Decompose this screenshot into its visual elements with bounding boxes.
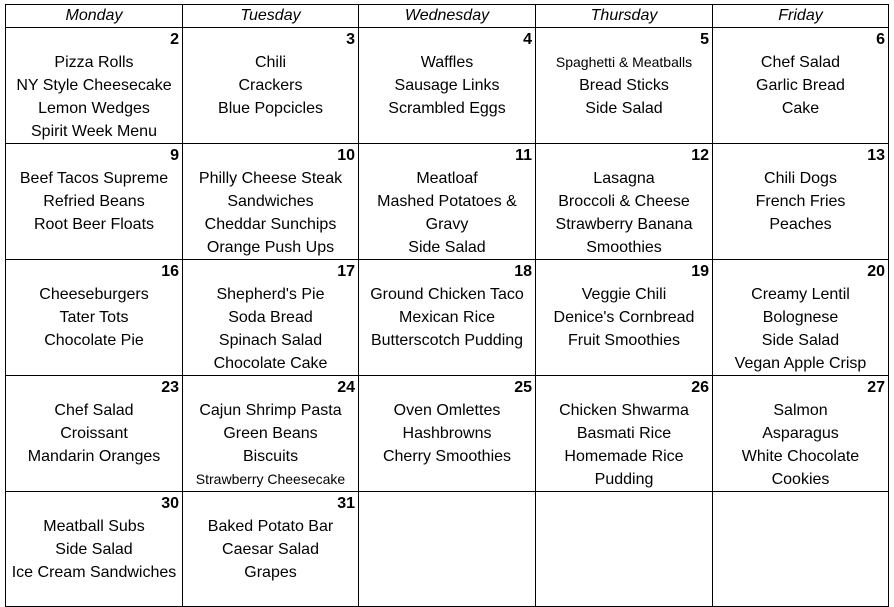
meal-list [183, 144, 358, 259]
meal-item: Tater Tots [59, 309, 129, 326]
meal-item: Smoothies [586, 239, 662, 256]
meal-item: Lasagna [593, 170, 655, 187]
day-cell [183, 260, 359, 376]
meal-item: Chocolate Cake [213, 355, 328, 372]
meal-item: Pizza Rolls [54, 54, 134, 71]
meal-list [713, 28, 888, 120]
meal-list [6, 144, 182, 236]
meal-list [359, 260, 535, 352]
meal-list [6, 260, 182, 352]
meal-item: Meatball Subs [43, 518, 145, 535]
calendar-body [6, 28, 889, 607]
day-number: 13 [867, 147, 885, 164]
meal-item: Orange Push Ups [206, 239, 335, 256]
meal-list [713, 144, 888, 236]
day-cell [359, 144, 536, 260]
meal-list [359, 144, 535, 259]
meal-list [359, 492, 535, 515]
day-number: 16 [161, 263, 179, 280]
meal-item: Cheddar Sunchips [204, 216, 337, 233]
day-number: 19 [691, 263, 709, 280]
meal-item: Chili Dogs [764, 170, 837, 187]
meal-list [536, 144, 712, 259]
meal-item: Biscuits [242, 448, 299, 465]
day-cell [713, 260, 889, 376]
meal-item: Basmati Rice [576, 425, 672, 442]
meal-item: Butterscotch Pudding [370, 332, 524, 349]
meal-item: Denice's Cornbread [553, 309, 695, 326]
day-cell [359, 260, 536, 376]
day-cell [536, 28, 713, 144]
day-number: 18 [514, 263, 532, 280]
day-cell [6, 144, 183, 260]
meal-item: Cheeseburgers [39, 286, 149, 303]
meal-item: Side Salad [408, 239, 486, 256]
meal-item: Cherry Smoothies [382, 448, 512, 465]
meal-item: Refried Beans [43, 193, 145, 210]
meal-item: Baked Potato Bar [207, 518, 334, 535]
meal-item: Homemade Rice [564, 448, 684, 465]
week-row [6, 260, 889, 376]
day-number: 11 [515, 147, 532, 164]
meal-item: Ice Cream Sandwiches [11, 564, 177, 581]
lunch-menu-calendar [5, 4, 889, 607]
meal-list [536, 260, 712, 352]
meal-item: Sandwiches [227, 193, 314, 210]
day-cell [359, 28, 536, 144]
meal-list [183, 376, 358, 491]
meal-item: Chocolate Pie [44, 332, 144, 349]
day-cell [359, 492, 536, 607]
meal-item: Broccoli & Cheese [558, 193, 690, 210]
meal-item: Fruit Smoothies [567, 332, 681, 349]
meal-list [183, 260, 358, 375]
meal-item: Caesar Salad [222, 541, 319, 558]
meal-item: Meatloaf [416, 170, 478, 187]
meal-item: Spirit Week Menu [31, 123, 157, 140]
meal-item: Ground Chicken Taco [370, 286, 524, 303]
meal-item: Side Salad [585, 100, 663, 117]
day-number: 2 [170, 31, 179, 48]
meal-list [359, 376, 535, 468]
meal-item: Green Beans [223, 425, 318, 442]
meal-item: Waffles [420, 54, 474, 71]
meal-list [183, 492, 358, 584]
meal-item: Root Beer Floats [33, 216, 155, 233]
weekday-header-row [6, 5, 889, 28]
day-cell [713, 144, 889, 260]
weekday-header: Friday [713, 5, 889, 28]
day-cell [183, 28, 359, 144]
meal-list [6, 28, 182, 143]
day-cell [183, 376, 359, 492]
day-cell [6, 28, 183, 144]
meal-item: White Chocolate [741, 448, 860, 465]
meal-item: Spaghetti & Meatballs [555, 54, 693, 70]
meal-item: Shepherd's Pie [216, 286, 325, 303]
meal-item: Salmon [773, 402, 828, 419]
day-cell [713, 28, 889, 144]
meal-item: Cookies [771, 471, 830, 488]
week-row [6, 492, 889, 607]
day-number: 30 [161, 495, 179, 512]
day-number: 27 [867, 379, 885, 396]
meal-list [536, 376, 712, 491]
day-number: 4 [523, 31, 532, 48]
meal-item: Cajun Shrimp Pasta [199, 402, 342, 419]
meal-item: Garlic Bread [756, 77, 845, 94]
meal-item: Chef Salad [54, 402, 134, 419]
meal-item: Hashbrowns [402, 425, 492, 442]
meal-item: Vegan Apple Crisp [734, 355, 867, 372]
meal-item: Strawberry Cheesecake [195, 471, 346, 487]
meal-item: Grapes [244, 564, 297, 581]
meal-list [713, 376, 888, 491]
meal-item: Blue Popcicles [218, 100, 323, 117]
meal-item: Mexican Rice [398, 309, 496, 326]
day-number: 5 [700, 31, 709, 48]
meal-item: Lemon Wedges [38, 100, 150, 117]
day-cell [536, 492, 713, 607]
meal-list [536, 492, 712, 515]
day-number: 9 [170, 147, 179, 164]
day-cell [6, 492, 183, 607]
day-cell [6, 260, 183, 376]
meal-item: Sausage Links [394, 77, 500, 94]
day-cell [183, 144, 359, 260]
meal-item: Crackers [238, 77, 303, 94]
meal-item: Chef Salad [760, 54, 841, 71]
meal-list [713, 260, 888, 375]
weekday-header: Monday [6, 5, 183, 28]
meal-list [6, 376, 182, 468]
meal-item: Mashed Potatoes & [377, 193, 517, 210]
meal-list [713, 492, 888, 515]
week-row [6, 144, 889, 260]
day-number: 10 [337, 147, 355, 164]
meal-item: Beef Tacos Supreme [19, 170, 169, 187]
day-number: 20 [867, 263, 885, 280]
meal-item: Veggie Chili [581, 286, 667, 303]
day-cell [536, 144, 713, 260]
meal-item: Strawberry Banana [555, 216, 693, 233]
meal-item: Philly Cheese Steak [198, 170, 343, 187]
day-number: 25 [514, 379, 532, 396]
day-cell [713, 492, 889, 607]
meal-item: Bread Sticks [579, 77, 669, 94]
meal-item: Asparagus [762, 425, 839, 442]
meal-item: Spinach Salad [218, 332, 323, 349]
day-cell [713, 376, 889, 492]
day-number: 31 [337, 495, 355, 512]
meal-item: Oven Omlettes [393, 402, 501, 419]
meal-item: Pudding [594, 471, 654, 488]
week-row [6, 376, 889, 492]
meal-item: Creamy Lentil [751, 286, 850, 303]
day-cell [536, 260, 713, 376]
day-number: 23 [161, 379, 179, 396]
meal-item: Scrambled Eggs [388, 100, 506, 117]
meal-item: Side Salad [55, 541, 133, 558]
weekday-header: Thursday [536, 5, 713, 28]
meal-item: Side Salad [761, 332, 840, 349]
day-number: 3 [346, 31, 355, 48]
meal-item: Peaches [769, 216, 832, 233]
meal-list [536, 28, 712, 120]
meal-item: Bolognese [762, 309, 839, 326]
meal-item: Croissant [60, 425, 128, 442]
meal-item: Chili [254, 54, 287, 71]
meal-item: NY Style Cheesecake [16, 77, 172, 94]
meal-item: Gravy [425, 216, 469, 233]
day-number: 26 [691, 379, 709, 396]
day-cell [6, 376, 183, 492]
meal-list [359, 28, 535, 120]
weekday-header: Wednesday [359, 5, 536, 28]
meal-item: French Fries [755, 193, 846, 210]
day-number: 24 [337, 379, 355, 396]
day-number: 12 [691, 147, 709, 164]
day-cell [536, 376, 713, 492]
meal-item: Soda Bread [228, 309, 313, 326]
week-row [6, 28, 889, 144]
day-cell [359, 376, 536, 492]
weekday-header: Tuesday [183, 5, 359, 28]
meal-list [183, 28, 358, 120]
meal-item: Mandarin Oranges [27, 448, 161, 465]
meal-list [6, 492, 182, 584]
day-number: 17 [337, 263, 355, 280]
day-cell [183, 492, 359, 607]
day-number: 6 [876, 31, 885, 48]
meal-item: Chicken Shwarma [559, 402, 689, 419]
meal-item: Cake [781, 100, 820, 117]
